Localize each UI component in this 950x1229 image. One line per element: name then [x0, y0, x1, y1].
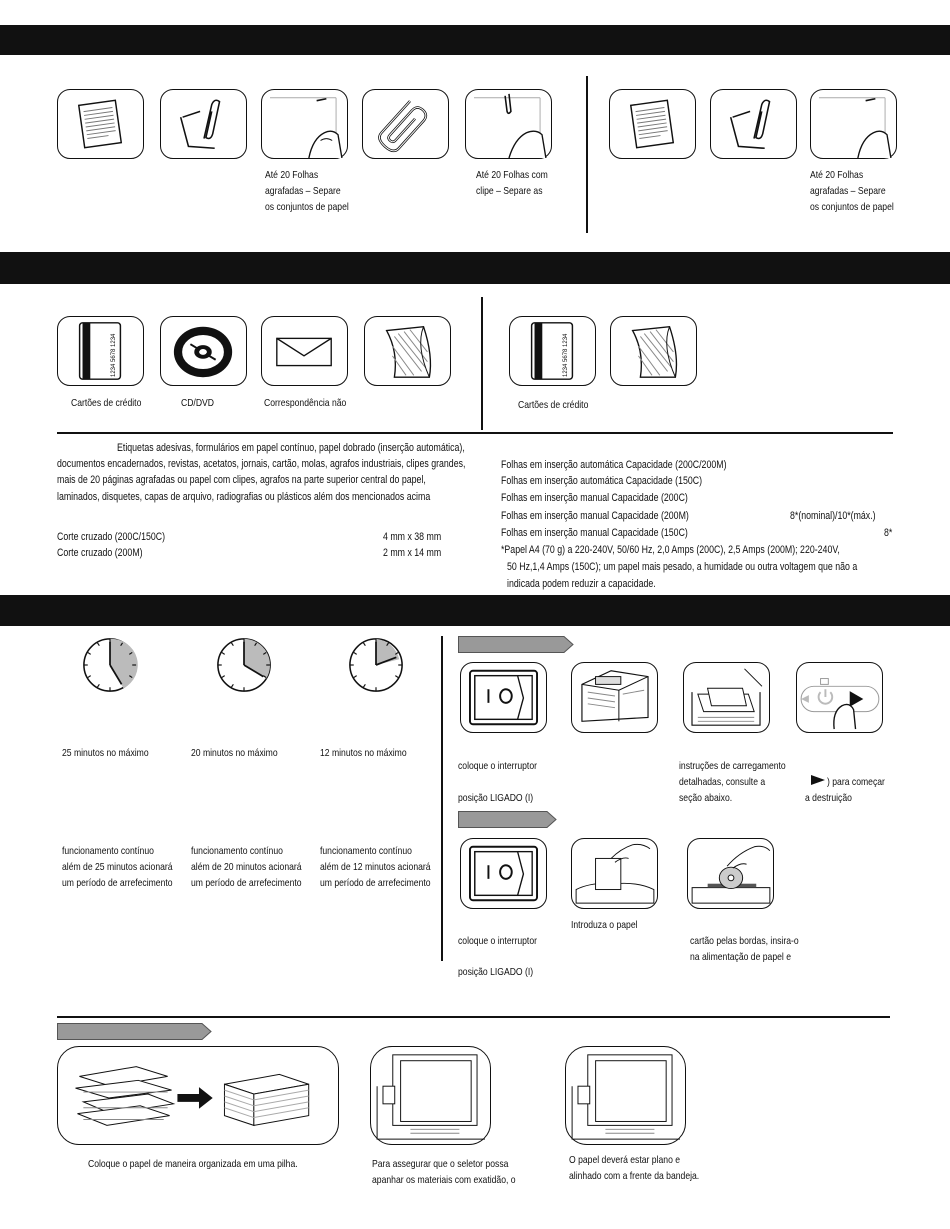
- restrictions-line-1: Etiquetas adesivas, formulários em papel contínuo, papel dobrado (inserção automática),: [117, 442, 465, 454]
- caption-staples-right: Até 20 Folhas agrafadas – Separe os conjuntos de papel: [810, 169, 894, 213]
- capacity-note-2: 50 Hz,1,4 Amps (150C); um papel mais pesado, a humidade ou outra voltagem que não a: [507, 561, 858, 573]
- auto-load-text: instruções de carregamento detalhadas, consulte a seção abaixo.: [679, 760, 786, 804]
- manual-card-text: cartão pelas bordas, insira-o na alimentação de papel e: [690, 935, 799, 963]
- clipped-paper-tile: [160, 89, 247, 159]
- capacity-line-4: Folhas em inserção manual Capacidade (200M): [501, 510, 689, 522]
- folded-paper-icon: [365, 317, 450, 385]
- caption-mail: Correspondência não: [264, 397, 347, 409]
- tray-flat-tile: [565, 1046, 686, 1145]
- loading-stack-text: Coloque o papel de maneira organizada em uma pilha.: [88, 1158, 298, 1170]
- folded-paper-icon: [611, 317, 696, 385]
- cd-dvd-icon: [161, 317, 246, 385]
- paper-sheet-icon: [58, 90, 143, 158]
- credit-card-tile: [57, 316, 144, 386]
- stack-paper-tile: [57, 1046, 339, 1145]
- cut-label-2: Corte cruzado (200M): [57, 547, 143, 559]
- clock-25-icon: [81, 636, 139, 694]
- caption-credit-right: Cartões de crédito: [518, 399, 589, 411]
- caption-cd: CD/DVD: [181, 397, 215, 409]
- capacity-line-2: Folhas em inserção automática Capacidade (150C): [501, 475, 703, 487]
- stapled-paper-icon: [811, 90, 896, 158]
- stack-paper-icon: [58, 1047, 338, 1144]
- credit-card-icon: [510, 317, 595, 385]
- power-switch-tile: [460, 662, 547, 733]
- divider-top: [586, 76, 588, 233]
- tray-selector-icon: [371, 1047, 490, 1144]
- restrictions-line-2: documentos encadernados, revistas, acetatos, jornais, cartão, molas, agrafos industriais, clipes grandes,: [57, 458, 466, 470]
- paper-sheet-tile-right: [609, 89, 696, 159]
- capacity-note-3: indicada podem reduzir a capacidade.: [507, 578, 656, 590]
- capacity-note-1: *Papel A4 (70 g) a 220-240V, 50/60 Hz, 2,0 Amps (200C), 2,5 Amps (200M); 220-240V,: [501, 544, 840, 556]
- auto-start-text-2: a destruição: [805, 792, 852, 804]
- duty-max-12: 12 minutos no máximo: [320, 747, 407, 759]
- section-bar-media: [0, 252, 950, 284]
- capacity-line-5: Folhas em inserção manual Capacidade (150C): [501, 527, 688, 539]
- auto-switch-text-2: posição LIGADO (I): [458, 792, 534, 804]
- folded-paper-tile-right: [610, 316, 697, 386]
- section-bar-duty: [0, 595, 950, 626]
- power-switch-icon: [461, 663, 546, 732]
- clipped-paper-icon: [161, 90, 246, 158]
- manual-switch-text-1: coloque o interruptor: [458, 935, 537, 947]
- stapled-paper-icon: [262, 90, 347, 158]
- media-rule: [57, 432, 893, 434]
- capacity-value-200m: 8*(nominal)/10*(máx.): [790, 510, 876, 522]
- loading-rule: [57, 1016, 890, 1018]
- paper-sheet-icon: [610, 90, 695, 158]
- restrictions-line-3: mais de 20 páginas agrafadas ou papel com clipes, agrafos na parte superior central do papel,: [57, 474, 426, 486]
- power-switch-icon: [461, 839, 546, 908]
- loading-tag: [57, 1023, 212, 1040]
- divider-media: [481, 297, 483, 430]
- clipped-paper-tile-right: [710, 89, 797, 159]
- shredder-tile: [571, 662, 658, 733]
- shredder-icon: [572, 663, 657, 732]
- auto-start-text-1: ) para começar: [827, 776, 885, 788]
- credit-card-tile-right: [509, 316, 596, 386]
- loading-flat-text: O papel deverá estar plano e alinhado com a frente da bandeja.: [569, 1154, 700, 1182]
- folded-paper-tile: [364, 316, 451, 386]
- clock-12-icon: [347, 636, 405, 694]
- power-start-icon: [797, 663, 882, 732]
- stapled-paper-tile: [261, 89, 348, 159]
- duty-max-25: 25 minutos no máximo: [62, 747, 149, 759]
- paper-clip-tile: [362, 89, 449, 159]
- cut-label-1: Corte cruzado (200C/150C): [57, 531, 166, 543]
- card-number: 1234 5678 1234: [111, 333, 117, 377]
- cut-value-1: 4 mm x 38 mm: [383, 531, 442, 543]
- insert-card-tile: [687, 838, 774, 909]
- tray-load-tile: [683, 662, 770, 733]
- manual-feed-tag: [458, 811, 557, 828]
- clipped-sheets-icon: [466, 90, 551, 158]
- start-button-tile: [796, 662, 883, 733]
- duty-note-12: funcionamento contínuo além de 12 minutos acionará um período de arrefecimento: [320, 845, 431, 889]
- tray-flat-icon: [566, 1047, 685, 1144]
- auto-switch-text-1: coloque o interruptor: [458, 760, 537, 772]
- stapled-paper-tile-right: [810, 89, 897, 159]
- divider-duty: [441, 636, 443, 961]
- auto-feed-tag: [458, 636, 574, 653]
- tray-load-icon: [684, 663, 769, 732]
- paper-clip-icon: [363, 90, 448, 158]
- insert-paper-icon: [572, 839, 657, 908]
- capacity-line-1: Folhas em inserção automática Capacidade (200C/200M): [501, 459, 727, 471]
- cut-value-2: 2 mm x 14 mm: [383, 547, 442, 559]
- envelope-icon: [262, 317, 347, 385]
- duty-note-25: funcionamento contínuo além de 25 minutos acionará um período de arrefecimento: [62, 845, 173, 889]
- tray-selector-tile: [370, 1046, 491, 1145]
- manual-switch-text-2: posição LIGADO (I): [458, 966, 534, 978]
- restrictions-line-4: laminados, disquetes, capas de arquivo, radiografias ou plásticos além dos mencionados acima: [57, 491, 431, 503]
- clipped-sheets-tile: [465, 89, 552, 159]
- envelope-tile: [261, 316, 348, 386]
- caption-credit-left: Cartões de crédito: [71, 397, 142, 409]
- clock-20-icon: [215, 636, 273, 694]
- manual-insert-text: Introduza o papel: [571, 919, 638, 931]
- power-switch-tile-manual: [460, 838, 547, 909]
- caption-clip-left: Até 20 Folhas com clipe – Separe as: [476, 169, 548, 197]
- loading-selector-text: Para assegurar que o seletor possa apanhar os materiais com exatidão, o: [372, 1158, 516, 1186]
- insert-card-icon: [688, 839, 773, 908]
- credit-card-icon: [58, 317, 143, 385]
- start-arrow-icon: [811, 775, 825, 785]
- capacity-value-150c: 8*: [884, 527, 893, 539]
- insert-paper-tile: [571, 838, 658, 909]
- card-number: 1234 5678 1234: [563, 333, 569, 377]
- cd-tile: [160, 316, 247, 386]
- duty-note-20: funcionamento contínuo além de 20 minutos acionará um período de arrefecimento: [191, 845, 302, 889]
- capacity-line-3: Folhas em inserção manual Capacidade (200C): [501, 492, 688, 504]
- duty-max-20: 20 minutos no máximo: [191, 747, 278, 759]
- section-bar-paper: [0, 25, 950, 55]
- caption-staples-left: Até 20 Folhas agrafadas – Separe os conjuntos de papel: [265, 169, 349, 213]
- paper-sheet-tile: [57, 89, 144, 159]
- clipped-paper-icon: [711, 90, 796, 158]
